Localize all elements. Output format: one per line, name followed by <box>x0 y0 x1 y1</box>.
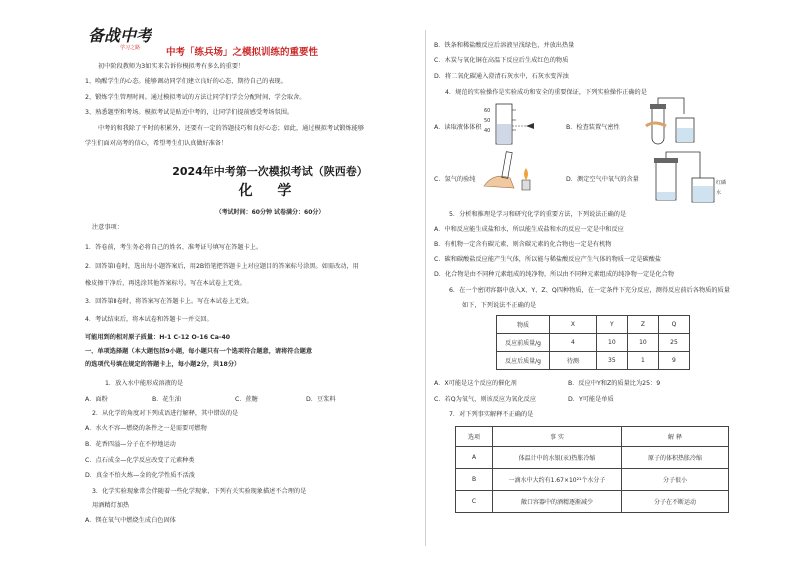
q4-caption-water: 水 <box>716 190 722 196</box>
table-cell: 10 <box>596 334 627 352</box>
q6-option-d: D．Y可能是单质 <box>568 396 614 403</box>
q7-header-cell: 选项 <box>456 427 493 447</box>
table-row <box>497 334 690 352</box>
q4-label-a: A．读取液体体积 <box>434 124 482 131</box>
table-row <box>456 447 729 469</box>
table-cell: 25 <box>658 334 689 352</box>
q4-airtight-illustration <box>642 96 702 150</box>
hand-icon <box>646 123 666 126</box>
q6-stem: 6．在一个密闭容器中放入X、Y、Z、Q四种物质，在一定条件下充分反应，测得反应前后各物质的质量 <box>449 287 730 294</box>
q7-header-cell: 事 实 <box>493 427 622 447</box>
q1-option-d: D．豆浆料 <box>306 396 336 403</box>
q2-option-c: C．点石成金—化学反应改变了元素种类 <box>85 457 195 464</box>
q6-header-cell: Q <box>658 316 689 334</box>
q4-caption-redp: 红磷 <box>716 180 727 186</box>
q6-header-cell: X <box>550 316 597 334</box>
q7-stem: 7．对下列事实解释不正确的是 <box>449 411 534 418</box>
q6-header-cell: Y <box>596 316 627 334</box>
q4-scale-60: 60 <box>484 108 491 114</box>
table-cell: 4 <box>550 334 597 352</box>
q7-fact-table <box>455 426 729 513</box>
q6-option-b: B．反应中Y和Z的质量比为25：9 <box>568 380 661 387</box>
table-cell: C <box>456 491 493 513</box>
table-row <box>497 352 690 370</box>
q4-cylinder-illustration <box>478 100 548 148</box>
section1-line2: 的选项代号填在规定的答题卡上，每小题2分，共18分） <box>85 361 241 368</box>
q4-label-d: D．测定空气中氧气的含量 <box>566 176 639 183</box>
alcohol-lamp-icon <box>522 180 530 190</box>
table-cell: 分子在不断运动 <box>622 491 729 513</box>
table-cell: 1 <box>627 352 658 370</box>
logo-sub: 学习之路 <box>120 45 141 51</box>
q3-stem-cont: 用酒精灯加热 <box>92 502 130 509</box>
intro-line-1: 1、唤醒学生的心态。能够调动同学们建立良好的心态，期待自己的表现。 <box>85 78 287 85</box>
table-cell: 待测 <box>550 352 597 370</box>
intro-line-2: 2、锻炼学生管理时间。通过模拟考试的方法让同学们学会分配时间，学会取舍。 <box>85 94 306 101</box>
table-cell: 35 <box>596 352 627 370</box>
flame-icon <box>524 168 528 180</box>
q4-oxygen-illustration <box>648 150 728 206</box>
q1-stem: 1．放入水中能形成溶液的是 <box>105 380 184 387</box>
logo-text: 备战中考 <box>88 26 152 45</box>
q2-option-d: D．真金不怕火炼—金的化学性质不活泼 <box>85 472 195 479</box>
q2-option-a: A．水火不容—燃烧的条件之一是需要可燃物 <box>85 425 207 432</box>
q7-table-header-row <box>456 427 729 447</box>
q1-option-a: A．面粉 <box>85 396 108 403</box>
q6-mass-table <box>496 315 690 370</box>
intro-line-5: 学生们面对高考的信心，希望考生们认真做好准备！ <box>85 140 228 147</box>
q7-header-cell: 解 释 <box>622 427 729 447</box>
q3-option-a: A．镁在氧气中燃烧生成白色固体 <box>85 517 176 524</box>
column-divider <box>425 30 426 546</box>
q4-stem: 4．规范的实验操作是实验成功和安全的重要保证，下列实验操作正确的是 <box>445 89 647 96</box>
intro-line-0: 初中阶段教师为3如实来告诉你模拟考有多么的重要！ <box>98 63 245 70</box>
logo <box>84 21 152 53</box>
q3-option-d: D．将二氧化碳通入澄清石灰水中，石灰水变浑浊 <box>434 73 569 80</box>
q1-option-c: C．蔗糖 <box>235 396 258 403</box>
eye-icon <box>526 123 534 129</box>
notes-title: 注意事项： <box>92 224 123 231</box>
logo-graphic <box>84 21 152 53</box>
q1-option-b: B．花生油 <box>152 396 181 403</box>
q3-stem: 3．化学实验现象常会伴随着一些化学现象，下列有关实验现象描述不合理的是 <box>92 488 307 495</box>
q4-label-c: C．氢气的验纯 <box>434 176 476 183</box>
table-cell: 原子的体积热胀冷缩 <box>622 447 729 469</box>
q2-stem: 2．从化学的角度对下列成语进行解释，其中错误的是 <box>92 410 239 417</box>
note-3: 3．回答第Ⅱ卷时，将答案写在答题卡上。写在本试卷上无效。 <box>85 298 253 305</box>
q2-option-b: B．花香四溢—分子在不停地运动 <box>85 441 176 448</box>
q4-label-b: B．检查装置气密性 <box>566 124 620 131</box>
table-cell: B <box>456 469 493 491</box>
q6-header-cell: 物质 <box>497 316 550 334</box>
note-4: 4．考试结束后，将本试卷和答题卡一并交回。 <box>85 316 213 323</box>
section1-line1: 一、单项选择题（本大题包括9小题，每小题只有一个选项符合题意，请将符合题意 <box>85 348 313 355</box>
q5-stem: 5．分析和推理是学习和研究化学的重要方法，下列说法正确的是 <box>449 211 627 218</box>
table-cell: 反应后质量/g <box>497 352 550 370</box>
hand-icon <box>484 176 514 188</box>
table-cell: A <box>456 447 493 469</box>
time-info: （考试时间：60分钟 试卷满分：60分） <box>215 209 325 216</box>
table-cell: 9 <box>658 352 689 370</box>
q3-option-c: C．木炭与氧化铜在高温下反应后生成红色的物质 <box>434 57 569 64</box>
q6-table-header-row <box>497 316 690 334</box>
table-cell: 分子很小 <box>622 469 729 491</box>
exam-title: 2024年中考第一次模拟考试（陕西卷） <box>172 165 368 178</box>
q4-scale-40: 40 <box>484 128 491 134</box>
table-cell: 敞口容器中的酒精逐渐减少 <box>493 491 622 513</box>
q6-option-c: C．若Q为氧气，则该反应为氧化反应 <box>434 396 537 403</box>
q5-option-d: D．化合物是由不同种元素组成的纯净物，所以由不同种元素组成的纯净物一定是化合物 <box>434 271 674 278</box>
q3-option-b: B．铁条和稀盐酸反应后溶液呈浅绿色，并放出热量 <box>434 42 575 49</box>
q6-stem-cont: 如下，下列说法不正确的是 <box>462 302 537 309</box>
table-cell: 体温计中的水银(汞)热胀冷缩 <box>493 447 622 469</box>
table-cell: 一滴水中大约有1.67×10²¹个水分子 <box>493 469 622 491</box>
subject-title: 化 学 <box>238 183 302 199</box>
q5-option-b: B．有机物一定含有碳元素，则含碳元素的化合物也一定是有机物 <box>434 241 612 248</box>
banner-title: 中考「练兵场」之模拟训练的重要性 <box>166 47 319 58</box>
note-1: 1．答卷前，考生务必将自己的姓名、准考证号填写在答题卡上。 <box>85 244 263 251</box>
table-cell: 10 <box>627 334 658 352</box>
q6-header-cell: Z <box>627 316 658 334</box>
intro-line-3: 3、熟悉题型和考场。模拟考试是贴近中考的，让同学们提前感受考场氛围。 <box>85 109 294 116</box>
atomic-masses: 可能用到的相对原子质量：H-1 C-12 O-16 Ca-40 <box>85 334 231 341</box>
table-row <box>456 469 729 491</box>
q5-option-a: A．中和反应能生成盐和水，所以能生成盐和水的反应一定是中和反应 <box>434 226 624 233</box>
q4-hydrogen-illustration <box>478 150 548 198</box>
q5-option-c: C．碳和碳酸盐反应能产生气体，所以能与稀盐酸反应产生气体的物质一定是碳酸盐 <box>434 256 662 263</box>
q4-scale-50: 50 <box>484 118 491 124</box>
intro-line-4: 中考的和我除了平时的积累外，还要有一定的答题技巧和良好心态；如此，通过模拟考试锻炼能够 <box>98 125 365 132</box>
q6-option-a: A．X可能是这个反应的催化剂 <box>434 380 517 387</box>
table-row <box>456 491 729 513</box>
note-2-cont: 橡皮擦干净后，再选涂其他答案标号。写在本试卷上无效。 <box>85 280 246 287</box>
table-cell: 反应前质量/g <box>497 334 550 352</box>
note-2: 2．回答第Ⅰ卷时，选出每小题答案后，用2B铅笔把答题卡上对应题目的答案标号涂黑。如需改动，用 <box>85 263 359 270</box>
